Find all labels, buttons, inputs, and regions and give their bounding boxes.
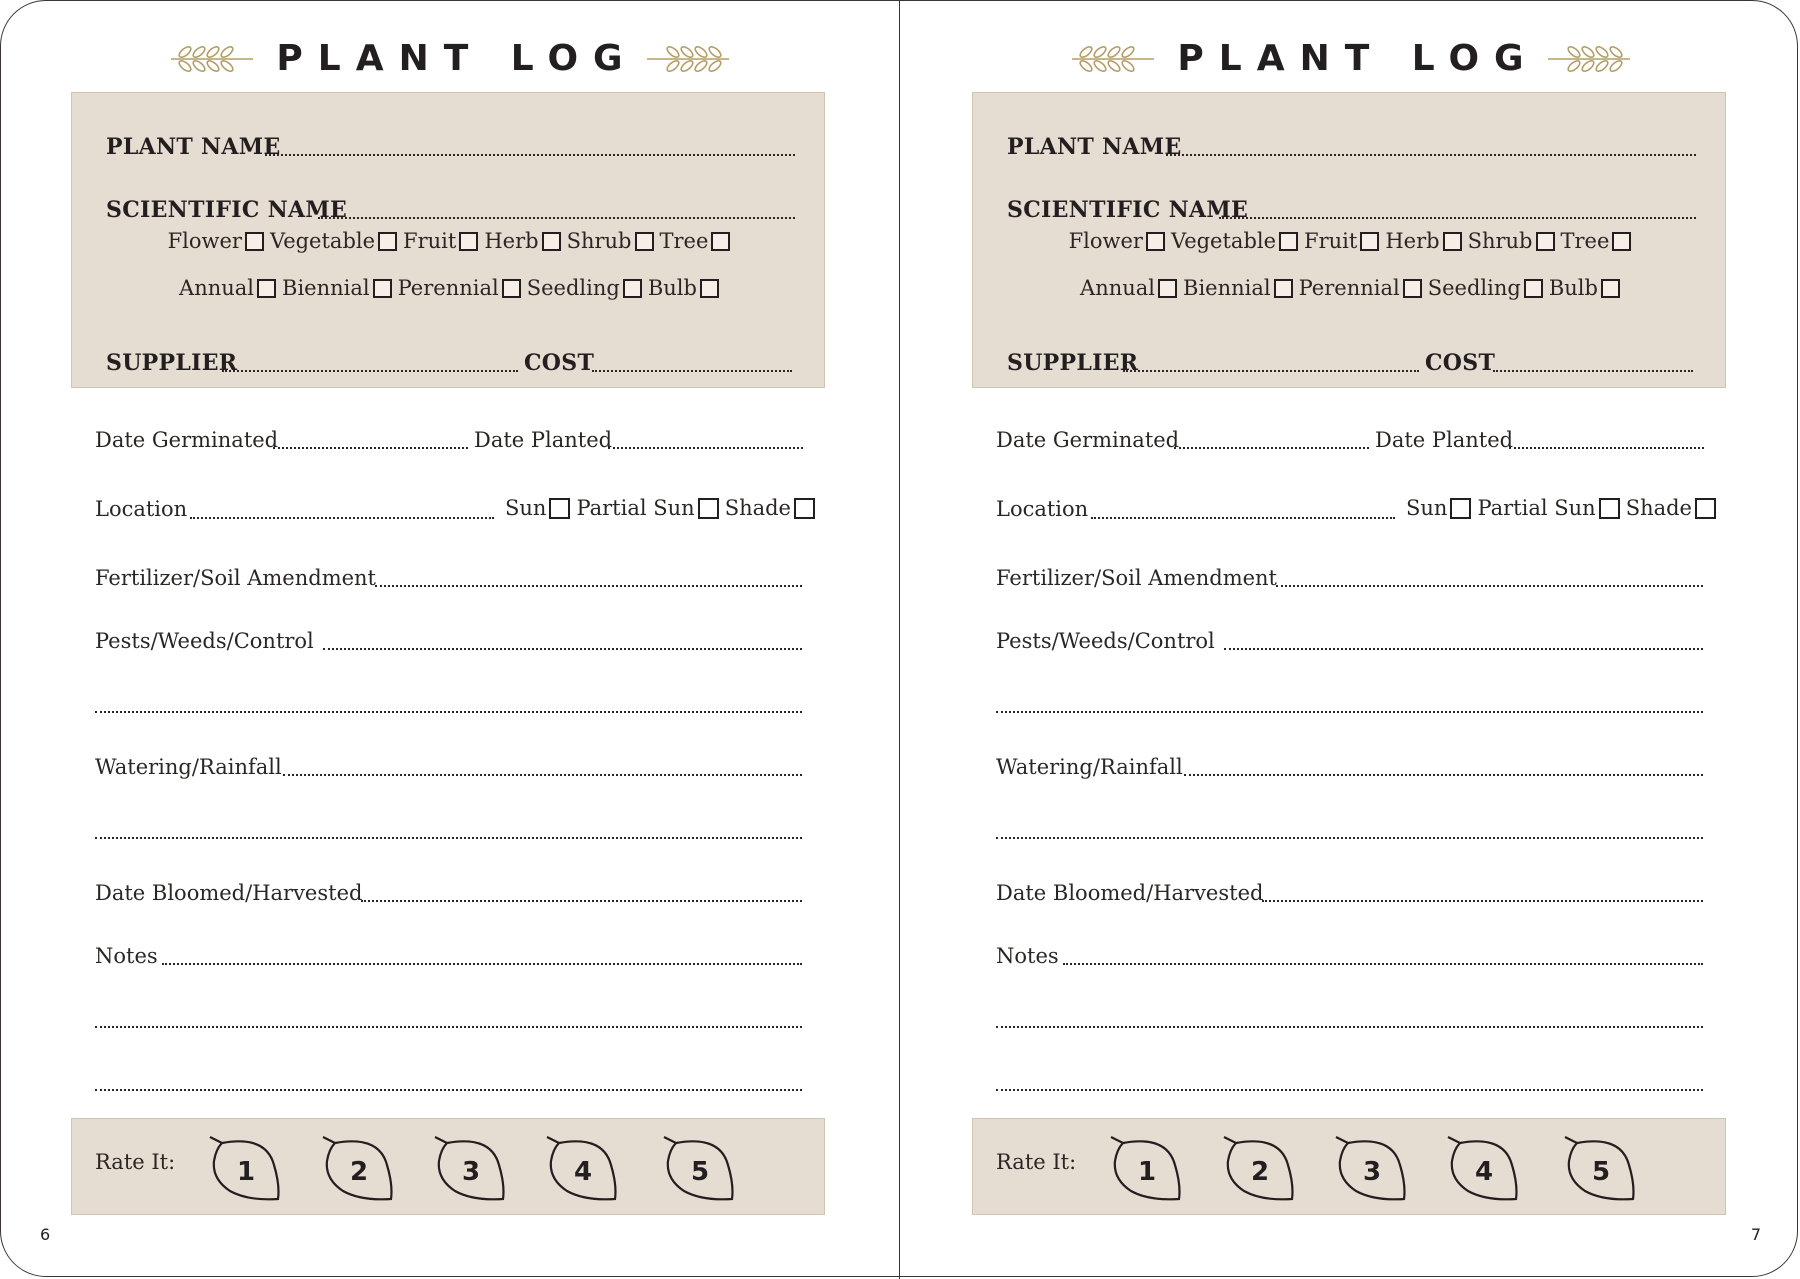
option-label: Vegetable: [269, 229, 376, 253]
option-shrub: [567, 229, 654, 253]
date-planted-field[interactable]: [608, 447, 803, 449]
pests-label: Pests/Weeds/Control: [95, 629, 314, 653]
option-checkbox[interactable]: [1146, 232, 1165, 251]
date-germinated-label: Date Germinated: [95, 428, 279, 452]
option-checkbox[interactable]: [1360, 232, 1379, 251]
light-options: [502, 496, 818, 520]
rating-box: [71, 1118, 825, 1215]
rating-number: 3: [461, 1157, 481, 1187]
pests-field-line-2[interactable]: [996, 711, 1703, 713]
rating-number: 5: [690, 1157, 710, 1187]
notes-field-line-2[interactable]: [95, 1026, 802, 1028]
option-label: Seedling: [526, 276, 620, 300]
fertilizer-field[interactable]: [1276, 585, 1703, 587]
option-label: Fruit: [403, 229, 457, 253]
right-page: [901, 0, 1800, 1279]
supplier-field[interactable]: [222, 370, 518, 372]
option-label: Sun: [1406, 496, 1448, 520]
date-bloomed-field[interactable]: [361, 900, 802, 902]
rating-leaf-3[interactable]: [1334, 1135, 1414, 1205]
fertilizer-field[interactable]: [375, 585, 802, 587]
option-label: Bulb: [1548, 276, 1598, 300]
rating-leaf-4[interactable]: [545, 1135, 625, 1205]
option-checkbox[interactable]: [257, 279, 276, 298]
rating-box: [972, 1118, 1726, 1215]
option-checkbox[interactable]: [1443, 232, 1462, 251]
date-planted-label: Date Planted: [474, 428, 613, 452]
option-fruit: [403, 229, 478, 253]
option-checkbox[interactable]: [373, 279, 392, 298]
notes-field[interactable]: [162, 963, 802, 965]
option-checkbox[interactable]: [1612, 232, 1631, 251]
scientific-name-field[interactable]: [1219, 217, 1696, 219]
option-checkbox[interactable]: [700, 279, 719, 298]
plant-info-box: [71, 92, 825, 388]
option-label: Perennial: [397, 276, 499, 300]
scientific-name-label: SCIENTIFIC NAME: [106, 197, 348, 223]
option-checkbox[interactable]: [378, 232, 397, 251]
option-checkbox[interactable]: [1274, 279, 1293, 298]
option-label: Fruit: [1304, 229, 1358, 253]
cost-label: COST: [524, 350, 595, 376]
option-label: Sun: [505, 496, 547, 520]
page-title: PLANT LOG: [276, 38, 638, 79]
rating-leaf-4[interactable]: [1446, 1135, 1526, 1205]
page-title: PLANT LOG: [1177, 38, 1539, 79]
option-label: Seedling: [1427, 276, 1521, 300]
option-label: Herb: [1385, 229, 1440, 253]
wheat-sprig-icon: [1068, 42, 1158, 76]
option-label: Tree: [659, 229, 709, 253]
option-label: Perennial: [1298, 276, 1400, 300]
option-perennial: [1299, 276, 1422, 300]
option-label: Vegetable: [1170, 229, 1277, 253]
pests-label: Pests/Weeds/Control: [996, 629, 1215, 653]
option-label: Biennial: [282, 276, 370, 300]
option-checkbox[interactable]: [502, 279, 521, 298]
option-label: Biennial: [1183, 276, 1271, 300]
rating-number: 5: [1591, 1157, 1611, 1187]
pests-field-line-2[interactable]: [95, 711, 802, 713]
option-annual: [1080, 276, 1177, 300]
supplier-label: SUPPLIER: [106, 350, 238, 376]
option-bulb: [648, 276, 719, 300]
notes-label: Notes: [996, 944, 1059, 968]
page-number: 6: [40, 1225, 51, 1244]
notes-field-line-3[interactable]: [95, 1089, 802, 1091]
option-shade: [1626, 496, 1716, 520]
location-label: Location: [996, 497, 1089, 521]
option-checkbox[interactable]: [1403, 279, 1422, 298]
option-seedling: [1428, 276, 1543, 300]
location-field[interactable]: [1091, 517, 1395, 519]
option-label: Flower: [1068, 229, 1143, 253]
option-checkbox[interactable]: [1158, 279, 1177, 298]
option-annual: [179, 276, 276, 300]
plant-name-label: PLANT NAME: [106, 134, 281, 160]
scientific-name-label: SCIENTIFIC NAME: [1007, 197, 1249, 223]
option-checkbox[interactable]: [459, 232, 478, 251]
location-label: Location: [95, 497, 188, 521]
option-partial-sun: [1477, 496, 1619, 520]
option-sun: [1406, 496, 1471, 520]
option-vegetable: [1171, 229, 1298, 253]
option-tree: [1561, 229, 1632, 253]
option-checkbox[interactable]: [1524, 279, 1543, 298]
watering-field[interactable]: [283, 774, 802, 776]
plant-type-options: [973, 229, 1727, 253]
rating-leaf-3[interactable]: [433, 1135, 513, 1205]
rating-number: 2: [1250, 1157, 1270, 1187]
option-checkbox[interactable]: [245, 232, 264, 251]
option-checkbox[interactable]: [1695, 498, 1716, 519]
rating-leaf-1[interactable]: [1109, 1135, 1189, 1205]
option-checkbox[interactable]: [1536, 232, 1555, 251]
option-perennial: [398, 276, 521, 300]
option-label: Bulb: [647, 276, 697, 300]
rating-leaf-1[interactable]: [208, 1135, 288, 1205]
location-field[interactable]: [190, 517, 494, 519]
plant-name-label: PLANT NAME: [1007, 134, 1182, 160]
rating-number: 4: [1474, 1157, 1494, 1187]
option-label: Tree: [1560, 229, 1610, 253]
option-shade: [725, 496, 815, 520]
fertilizer-label: Fertilizer/Soil Amendment: [95, 566, 376, 590]
rating-leaf-5[interactable]: [1563, 1135, 1643, 1205]
option-checkbox[interactable]: [1599, 498, 1620, 519]
date-bloomed-field[interactable]: [1262, 900, 1703, 902]
rate-it-label: Rate It:: [95, 1150, 176, 1174]
option-checkbox[interactable]: [698, 498, 719, 519]
pests-field[interactable]: [1224, 648, 1703, 650]
option-shrub: [1468, 229, 1555, 253]
option-checkbox[interactable]: [711, 232, 730, 251]
supplier-label: SUPPLIER: [1007, 350, 1139, 376]
option-checkbox[interactable]: [623, 279, 642, 298]
rating-number: 3: [1362, 1157, 1382, 1187]
option-flower: [1069, 229, 1165, 253]
option-label: Flower: [167, 229, 242, 253]
scientific-name-field[interactable]: [318, 217, 795, 219]
plant-type-options: [72, 229, 826, 253]
option-flower: [168, 229, 264, 253]
option-herb: [484, 229, 560, 253]
notes-field-line-3[interactable]: [996, 1089, 1703, 1091]
date-bloomed-label: Date Bloomed/Harvested: [95, 881, 363, 905]
pests-field[interactable]: [323, 648, 802, 650]
option-label: Shade: [1625, 496, 1692, 520]
plant-info-box: [972, 92, 1726, 388]
fertilizer-label: Fertilizer/Soil Amendment: [996, 566, 1277, 590]
option-seedling: [527, 276, 642, 300]
option-fruit: [1304, 229, 1379, 253]
option-checkbox[interactable]: [1601, 279, 1620, 298]
rating-number: 4: [573, 1157, 593, 1187]
rating-leaf-2[interactable]: [321, 1135, 401, 1205]
option-checkbox[interactable]: [1279, 232, 1298, 251]
watering-field-line-2[interactable]: [996, 837, 1703, 839]
option-sun: [505, 496, 570, 520]
page-number: 7: [1750, 1225, 1761, 1244]
option-herb: [1385, 229, 1461, 253]
watering-field-line-2[interactable]: [95, 837, 802, 839]
option-vegetable: [270, 229, 397, 253]
date-germinated-field[interactable]: [273, 447, 468, 449]
wheat-sprig-icon: [643, 42, 733, 76]
rating-number: 1: [1137, 1157, 1157, 1187]
supplier-field[interactable]: [1123, 370, 1419, 372]
date-germinated-field[interactable]: [1174, 447, 1369, 449]
light-options: [1403, 496, 1719, 520]
option-label: Herb: [484, 229, 539, 253]
option-label: Shade: [724, 496, 791, 520]
option-label: Annual: [179, 276, 255, 300]
option-label: Partial Sun: [1477, 496, 1596, 520]
option-label: Shrub: [1467, 229, 1533, 253]
watering-label: Watering/Rainfall: [996, 755, 1183, 779]
cost-field[interactable]: [1493, 370, 1693, 372]
rating-number: 2: [349, 1157, 369, 1187]
plant-name-field[interactable]: [1166, 154, 1696, 156]
rating-number: 1: [236, 1157, 256, 1187]
option-label: Shrub: [566, 229, 632, 253]
wheat-sprig-icon: [1544, 42, 1634, 76]
watering-field[interactable]: [1184, 774, 1703, 776]
wheat-sprig-icon: [167, 42, 257, 76]
option-label: Annual: [1080, 276, 1156, 300]
plant-lifecycle-options: [973, 276, 1727, 300]
option-checkbox[interactable]: [542, 232, 561, 251]
option-biennial: [1183, 276, 1293, 300]
cost-label: COST: [1425, 350, 1496, 376]
notes-label: Notes: [95, 944, 158, 968]
option-partial-sun: [576, 496, 718, 520]
date-bloomed-label: Date Bloomed/Harvested: [996, 881, 1264, 905]
option-checkbox[interactable]: [794, 498, 815, 519]
date-planted-label: Date Planted: [1375, 428, 1514, 452]
plant-name-field[interactable]: [265, 154, 795, 156]
option-checkbox[interactable]: [549, 498, 570, 519]
plant-lifecycle-options: [72, 276, 826, 300]
page-title-row: [901, 38, 1800, 86]
watering-label: Watering/Rainfall: [95, 755, 282, 779]
page-title-row: [0, 38, 900, 86]
rate-it-label: Rate It:: [996, 1150, 1077, 1174]
notes-field[interactable]: [1063, 963, 1703, 965]
rating-leaf-5[interactable]: [662, 1135, 742, 1205]
option-checkbox[interactable]: [1450, 498, 1471, 519]
option-bulb: [1549, 276, 1620, 300]
notes-field-line-2[interactable]: [996, 1026, 1703, 1028]
date-germinated-label: Date Germinated: [996, 428, 1180, 452]
option-biennial: [282, 276, 392, 300]
date-planted-field[interactable]: [1509, 447, 1704, 449]
option-tree: [660, 229, 731, 253]
cost-field[interactable]: [592, 370, 792, 372]
rating-leaf-2[interactable]: [1222, 1135, 1302, 1205]
option-checkbox[interactable]: [635, 232, 654, 251]
option-label: Partial Sun: [576, 496, 695, 520]
